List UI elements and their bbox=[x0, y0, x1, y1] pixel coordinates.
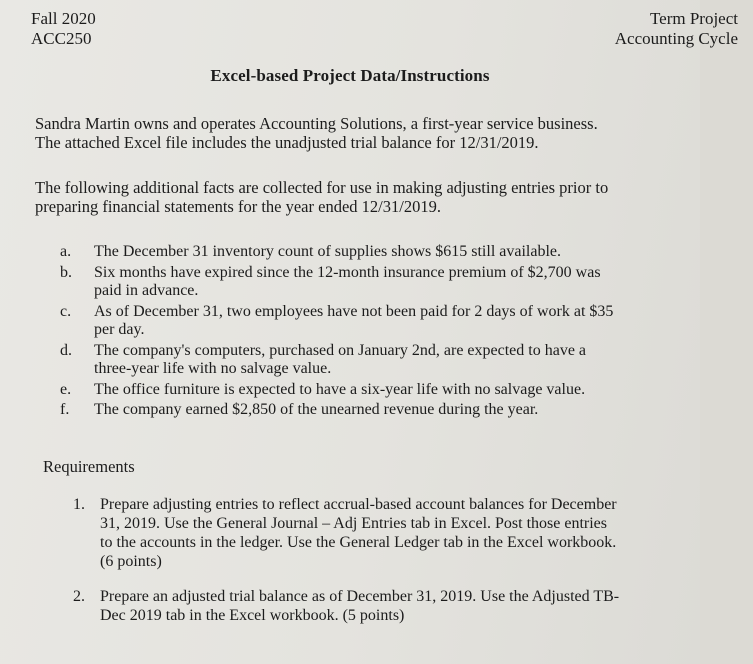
list-marker: b. bbox=[60, 263, 72, 281]
facts-intro-line: The following additional facts are collected for use in making adjusting entries prior to bbox=[35, 178, 609, 197]
requirement-line: (6 points) bbox=[100, 553, 162, 570]
list-marker: f. bbox=[60, 401, 70, 418]
document-title: Excel-based Project Data/Instructions bbox=[210, 66, 490, 85]
requirement-line: Dec 2019 tab in the Excel workbook. (5 points) bbox=[100, 607, 405, 624]
requirement-line: 31, 2019. Use the General Journal – Adj Entries tab in Excel. Post those entries bbox=[100, 515, 608, 532]
list-marker: e. bbox=[60, 380, 72, 398]
fact-line: The company earned $2,850 of the unearned revenue during the year. bbox=[94, 401, 539, 418]
semester-label: Fall 2020 bbox=[31, 9, 96, 28]
adjusting-facts-list bbox=[60, 243, 740, 422]
fact-item-c bbox=[60, 303, 740, 340]
fact-line: per day. bbox=[94, 321, 145, 338]
fact-line: three-year life with no salvage value. bbox=[94, 360, 332, 377]
fact-item-d bbox=[60, 342, 740, 379]
fact-item-f bbox=[60, 401, 740, 420]
header-right bbox=[615, 9, 738, 49]
fact-item-a bbox=[60, 243, 740, 262]
fact-item-e bbox=[60, 381, 740, 400]
list-marker: a. bbox=[60, 243, 72, 260]
requirements-heading: Requirements bbox=[43, 457, 135, 476]
header-left bbox=[31, 9, 96, 49]
requirement-item-1 bbox=[73, 495, 753, 571]
list-marker: d. bbox=[60, 341, 72, 359]
requirement-line: to the accounts in the ledger. Use the General Ledger tab in the Excel workbook. bbox=[100, 534, 617, 551]
list-marker: c. bbox=[60, 302, 72, 320]
requirements-list bbox=[73, 495, 753, 625]
facts-intro-paragraph bbox=[35, 178, 725, 216]
intro-paragraph bbox=[35, 114, 725, 152]
fact-item-b bbox=[60, 264, 740, 301]
requirement-item-2 bbox=[73, 587, 753, 625]
facts-intro-line: preparing financial statements for the year ended 12/31/2019. bbox=[35, 197, 441, 216]
project-label: Term Project bbox=[649, 9, 738, 28]
fact-line: The December 31 inventory count of supplies shows $615 still available. bbox=[94, 243, 562, 260]
course-code: ACC250 bbox=[31, 29, 92, 48]
requirement-line: Prepare an adjusted trial balance as of December 31, 2019. Use the Adjusted TB- bbox=[100, 588, 620, 605]
fact-line: Six months have expired since the 12-month insurance premium of $2,700 was bbox=[94, 263, 601, 281]
requirement-line: Prepare adjusting entries to reflect accrual-based account balances for December bbox=[100, 496, 617, 513]
fact-line: As of December 31, two employees have not been paid for 2 days of work at $35 bbox=[94, 302, 614, 320]
intro-line: The attached Excel file includes the unadjusted trial balance for 12/31/2019. bbox=[35, 133, 539, 152]
fact-line: The company's computers, purchased on January 2nd, are expected to have a bbox=[94, 341, 587, 359]
list-marker: 2. bbox=[73, 588, 85, 605]
fact-line: The office furniture is expected to have a six-year life with no salvage value. bbox=[94, 380, 586, 398]
project-subtitle: Accounting Cycle bbox=[614, 29, 738, 48]
list-marker: 1. bbox=[73, 496, 85, 513]
intro-line: Sandra Martin owns and operates Accounting Solutions, a first-year service business. bbox=[35, 114, 598, 133]
fact-line: paid in advance. bbox=[94, 282, 199, 299]
